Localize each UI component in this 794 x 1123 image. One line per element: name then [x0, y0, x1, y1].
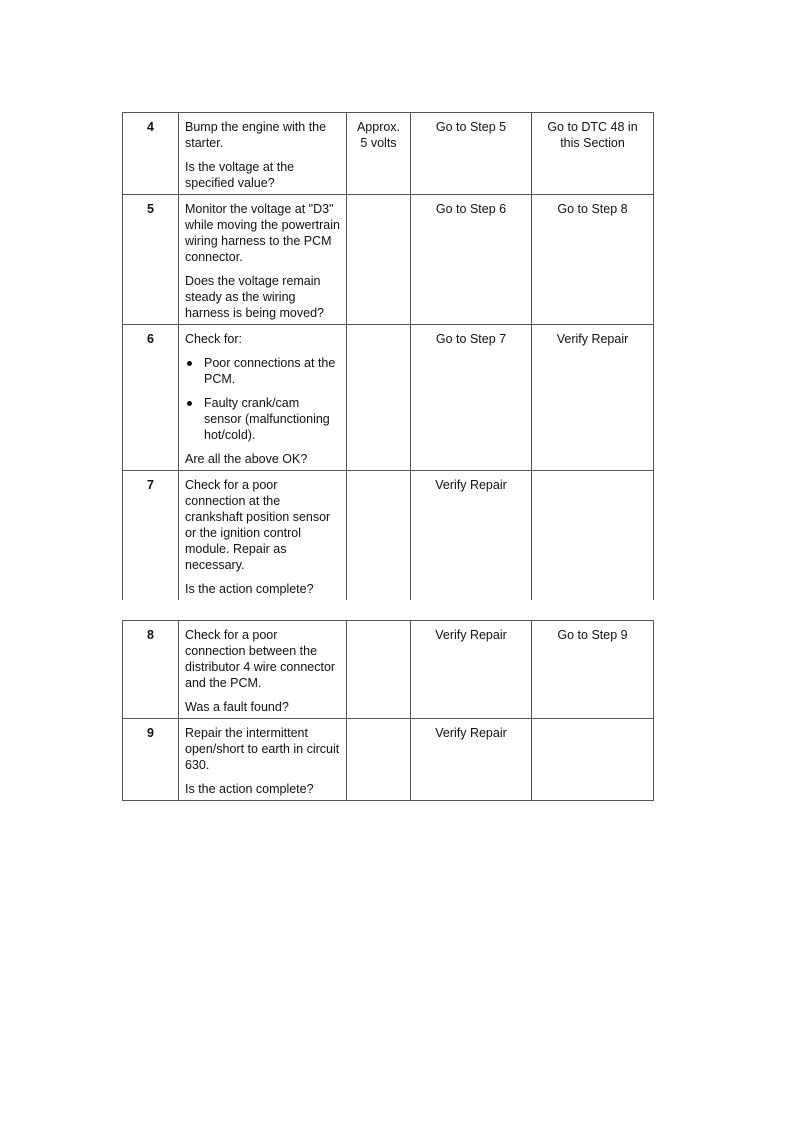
- step-action: [179, 113, 347, 195]
- table-row: [123, 325, 654, 471]
- step-number: 7: [123, 471, 179, 601]
- action-text: Repair the intermittent open/short to earth in circuit 630.: [185, 726, 340, 772]
- action-text: Check for:: [185, 332, 242, 346]
- step-action: [179, 719, 347, 801]
- step-yes: Verify Repair: [411, 621, 532, 719]
- step-action: [179, 471, 347, 601]
- step-yes: Go to Step 5: [411, 113, 532, 195]
- table-body: [123, 621, 654, 801]
- step-no: Go to Step 8: [532, 195, 654, 325]
- table-row: [123, 719, 654, 801]
- check-list-text: Poor connections at the PCM.: [204, 356, 336, 386]
- step-value: [347, 325, 411, 471]
- check-list: [185, 355, 340, 443]
- action-question: Is the action complete?: [185, 782, 314, 796]
- step-yes: Verify Repair: [411, 719, 532, 801]
- check-list-text: Faulty crank/cam sensor (malfunctioning hot/cold).: [204, 396, 330, 442]
- step-yes: Go to Step 7: [411, 325, 532, 471]
- step-action: [179, 325, 347, 471]
- table-row: [123, 195, 654, 325]
- action-question: Is the action complete?: [185, 582, 314, 596]
- step-value: [347, 471, 411, 601]
- step-number: 8: [123, 621, 179, 719]
- step-value: [347, 719, 411, 801]
- step-no: Go to DTC 48 in this Section: [532, 113, 654, 195]
- action-question: Are all the above OK?: [185, 452, 308, 466]
- step-no: [532, 471, 654, 601]
- step-number: 4: [123, 113, 179, 195]
- step-no: Verify Repair: [532, 325, 654, 471]
- table-row: [123, 471, 654, 601]
- table-body: [123, 113, 654, 601]
- step-action: [179, 621, 347, 719]
- action-text: Check for a poor connection between the distributor 4 wire connector and the PCM.: [185, 628, 336, 690]
- step-number: 9: [123, 719, 179, 801]
- step-number: 6: [123, 325, 179, 471]
- step-yes: Verify Repair: [411, 471, 532, 601]
- action-text: Bump the engine with the starter.: [185, 120, 327, 150]
- bullet-dot-icon: [187, 361, 192, 366]
- step-value: [347, 195, 411, 325]
- step-yes: Go to Step 6: [411, 195, 532, 325]
- diagnostic-table-part-2: [122, 620, 654, 801]
- bullet-dot-icon: [187, 401, 192, 406]
- step-value: Approx. 5 volts: [347, 113, 411, 195]
- step-no: [532, 719, 654, 801]
- action-text: Monitor the voltage at "D3" while moving the powertrain wiring harness to the PCM connector.: [185, 202, 340, 264]
- check-list-item: [185, 395, 340, 443]
- action-question: Does the voltage remain steady as the wiring harness is being moved?: [185, 274, 324, 320]
- check-list-item: [185, 355, 340, 387]
- table-row: [123, 621, 654, 719]
- step-action: [179, 195, 347, 325]
- action-question: Was a fault found?: [185, 700, 289, 714]
- table-row: [123, 113, 654, 195]
- step-value: [347, 621, 411, 719]
- diagnostic-table-part-1: [122, 112, 654, 600]
- action-text: Check for a poor connection at the crankshaft position sensor or the ignition control module. Repair as necessary.: [185, 478, 331, 572]
- step-no: Go to Step 9: [532, 621, 654, 719]
- action-question: Is the voltage at the specified value?: [185, 160, 295, 190]
- step-number: 5: [123, 195, 179, 325]
